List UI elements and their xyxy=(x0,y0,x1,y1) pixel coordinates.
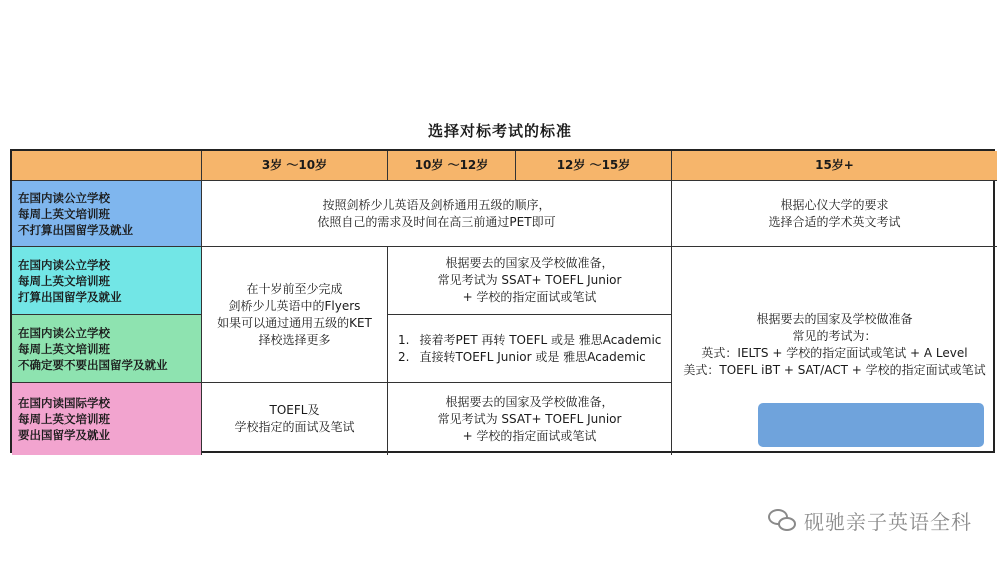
header-age-10-12: 10岁 ～12岁 xyxy=(388,151,516,181)
row-label-public-no-abroad: 在国内读公立学校 每周上英文培训班 不打算出国留学及就业 xyxy=(12,181,202,247)
header-age-12-15: 12岁 ～15岁 xyxy=(516,151,672,181)
cell-row4-10-15: 根据要去的国家及学校做准备， 常见考试为 SSAT+ TOEFL Junior + 学校的指定面试或笔试 xyxy=(388,383,672,455)
header-corner xyxy=(12,151,202,181)
list-item: 1. 接着考PET 再转 TOEFL 或是 雅思Academic xyxy=(398,332,662,347)
page-title: 选择对标考试的标准 xyxy=(427,122,572,140)
wechat-icon xyxy=(768,509,798,533)
exam-standard-table xyxy=(10,149,995,453)
watermark-text: 砚驰亲子英语全科 xyxy=(804,510,972,534)
row-label-public-abroad: 在国内读公立学校 每周上英文培训班 打算出国留学及就业 xyxy=(12,247,202,315)
cell-row4-3-10: TOEFL及 学校指定的面试及笔试 xyxy=(202,383,388,455)
cell-row2-10-15: 根据要去的国家及学校做准备， 常见考试为 SSAT+ TOEFL Junior + 学校的指定面试或笔试 xyxy=(388,247,672,315)
cell-row1-3-15: 按照剑桥少儿英语及剑桥通用五级的顺序， 依照自己的需求及时间在高三前通过PET即可 xyxy=(202,181,672,247)
cell-row3-10-15 xyxy=(388,315,672,383)
list-item: 2. 直接转TOEFL Junior 或是 雅思Academic xyxy=(398,349,646,364)
cell-row23-3-10: 在十岁前至少完成 剑桥少儿英语中的Flyers 如果可以通过通用五级的KET 择校选择更多 xyxy=(202,247,388,383)
row-label-public-unsure: 在国内读公立学校 每周上英文培训班 不确定要不要出国留学及就业 xyxy=(12,315,202,383)
watermark xyxy=(768,506,972,535)
header-age-15-plus: 15岁+ xyxy=(672,151,997,181)
blue-overlay-box xyxy=(758,403,984,447)
header-age-3-10: 3岁 ～10岁 xyxy=(202,151,388,181)
cell-row1-15-plus: 根据心仪大学的要求 选择合适的学术英文考试 xyxy=(672,181,997,247)
cell-row234-15-plus: 根据要去的国家及学校做准备 常见的考试为： 英式：IELTS + 学校的指定面试或笔试 + A Level 美式：TOEFL iBT + SAT/ACT + 学校的指定面试或笔试 xyxy=(672,247,997,455)
row-label-international: 在国内读国际学校 每周上英文培训班 要出国留学及就业 xyxy=(12,383,202,455)
